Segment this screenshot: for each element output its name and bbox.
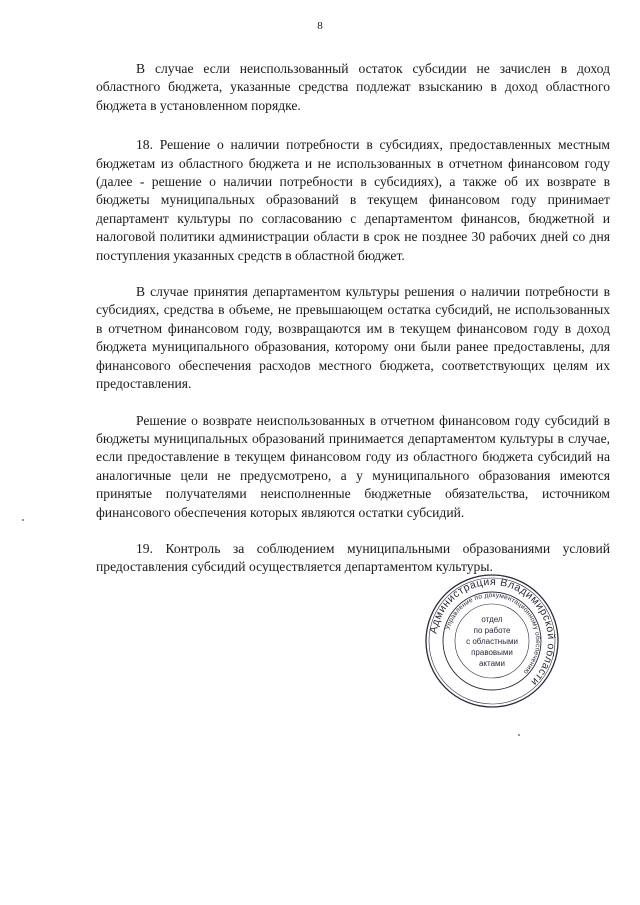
paragraph-return-decision: Решение о возврате неиспользованных в отчетном финансовом году субсидий в бюджеты муниципальных образований принимается департаментом культуры в случае, если предоставление в текущем финансовом году из областного бюджета субсидий на аналогичные цели не предусмотрено, а у муниципального образования имеются принятые получателями неисполненные бюджетные обязательства, источником финансового обеспечения которых являются остатки субсидий. [96,412,610,520]
svg-text:Управление по документационном: Управление по документационному обеспечению [444,591,542,676]
stamp-center-line-3: с областными [466,637,518,646]
stamp-center-line-4: правовыми [471,648,513,657]
paragraph-unused-balance: В случае если неиспользованный остаток субсидии не зачислен в доход областного бюджета, указанные средства подлежат взысканию в доход областного бюджета в установленном порядке. [96,61,610,113]
page-number: 8 [317,20,323,32]
paragraph-need-decision: В случае принятия департаментом культуры решения о наличии потребности в субсидиях, средства в объеме, не превышающем остатка субсидий, не использованных в отчетном финансовом году, возвращаются им в текущем финансовом году в доход бюджета муниципального образования, которому они были ранее предоставлены, для финансового обеспечения расходов местного бюджета, соответствующих целям их предоставления. [96,284,610,392]
svg-text:Администрация Владимирской обл: Администрация Владимирской области [427,575,558,689]
stamp-seal-graphic [424,573,560,709]
official-stamp [424,573,560,709]
paragraph-18-decision: 18. Решение о наличии потребности в субсидиях, предоставленных местным бюджетам из областного бюджета и не использованных в отчетном финансовом году (далее - решение о наличии потребности в субсидиях), а также об их возврате в бюджеты муниципальных образований в текущем финансовом году принимает департамент культуры по согласованию с департаментом финансов, бюджетной и налоговой политики администрации области в срок не позднее 30 рабочих дней со дня поступления указанных средств в областной бюджет. [96,137,610,263]
paragraph-19-control: 19. Контроль за соблюдением муниципальными образованиями условий предоставления субсидий осуществляется департаментом культуры. [96,540,610,575]
document-body [96,60,610,577]
scan-artifact-dot [22,519,24,521]
stamp-center-line-2: по работе [473,626,511,635]
scan-artifact-dot [518,734,520,736]
stamp-center-line-5: актами [478,659,506,668]
stamp-center-line-1: отдел [481,615,503,624]
